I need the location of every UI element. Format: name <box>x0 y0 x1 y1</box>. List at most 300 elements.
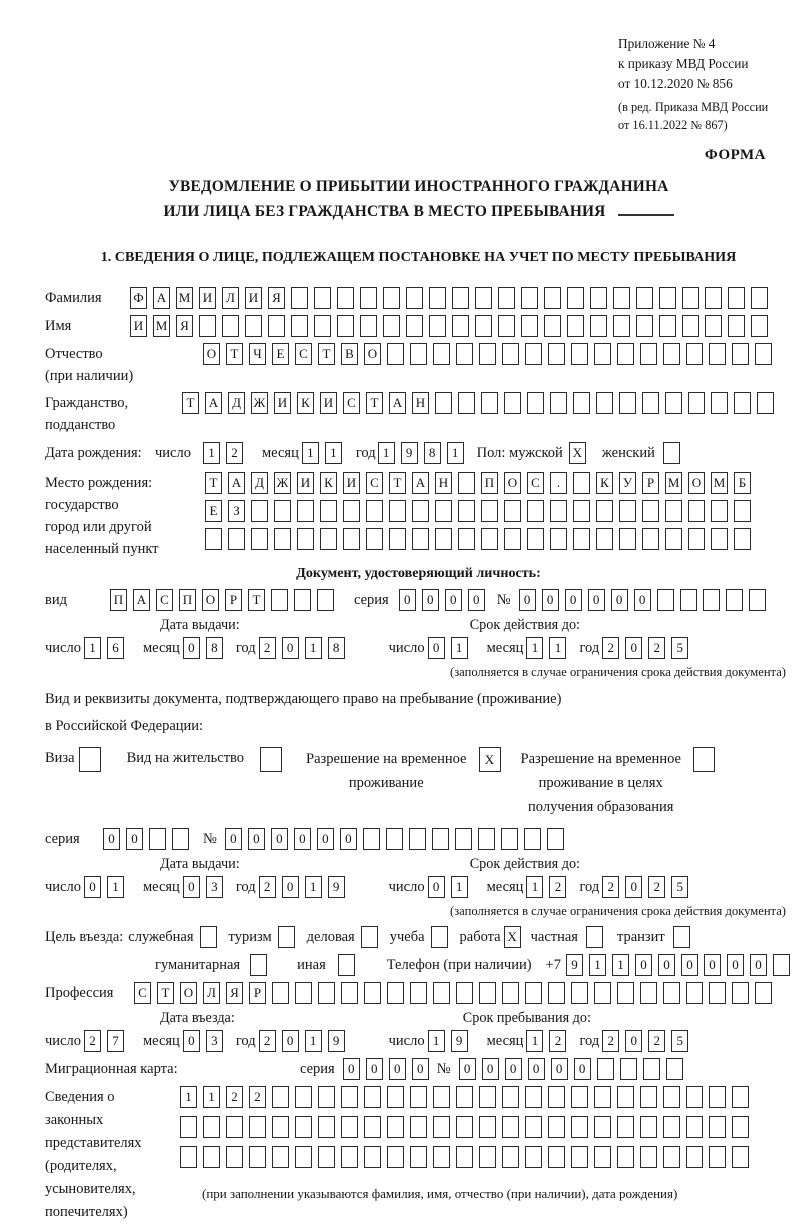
citizenship-cell[interactable] <box>711 392 728 414</box>
representatives-row1-cell[interactable] <box>640 1086 657 1108</box>
doc-issue-year-cell[interactable]: 8 <box>328 637 345 659</box>
stay-day-cell[interactable]: 9 <box>451 1030 468 1052</box>
birth-place-row2-cell[interactable] <box>642 500 659 522</box>
representatives-row2-cell[interactable] <box>479 1116 496 1138</box>
entry-month-cell[interactable]: 3 <box>206 1030 223 1052</box>
birth-place-row3-cell[interactable] <box>619 528 636 550</box>
res-number-cell[interactable]: 0 <box>294 828 311 850</box>
doc-series-cell[interactable]: 0 <box>422 589 439 611</box>
representatives-row3-cell[interactable] <box>594 1146 611 1168</box>
citizenship-cell[interactable] <box>550 392 567 414</box>
representatives-row1-cell[interactable] <box>364 1086 381 1108</box>
patronymic-cell[interactable] <box>571 343 588 365</box>
representatives-row3-cell[interactable] <box>180 1146 197 1168</box>
representatives-row2-cell[interactable] <box>709 1116 726 1138</box>
name-cell[interactable] <box>337 315 354 337</box>
surname-cell[interactable]: М <box>176 287 193 309</box>
stay-year-cell[interactable]: 0 <box>625 1030 642 1052</box>
profession-cell[interactable] <box>640 982 657 1004</box>
representatives-row2-cell[interactable] <box>249 1116 266 1138</box>
representatives-row2-cell[interactable] <box>456 1116 473 1138</box>
citizenship-cell[interactable] <box>527 392 544 414</box>
stay-day-cell[interactable]: 1 <box>428 1030 445 1052</box>
purpose-business-cell[interactable] <box>361 926 378 948</box>
doc-valid-day-cell[interactable]: 1 <box>451 637 468 659</box>
representatives-row1-cell[interactable] <box>318 1086 335 1108</box>
doc-series-cell[interactable]: 0 <box>399 589 416 611</box>
profession-cell[interactable] <box>456 982 473 1004</box>
birth-place-row2-cell[interactable] <box>711 500 728 522</box>
citizenship-cell[interactable] <box>642 392 659 414</box>
profession-cell[interactable] <box>709 982 726 1004</box>
doc-issue-day-cell[interactable]: 6 <box>107 637 124 659</box>
representatives-row1-cell[interactable] <box>686 1086 703 1108</box>
representatives-row3-cell[interactable] <box>732 1146 749 1168</box>
purpose-humanitarian-cell[interactable] <box>250 954 267 976</box>
name-cell[interactable]: Я <box>176 315 193 337</box>
birth-place-row3-cell[interactable] <box>297 528 314 550</box>
birth-year-cell[interactable]: 8 <box>424 442 441 464</box>
birth-place-row1-cell[interactable]: Н <box>435 472 452 494</box>
representatives-row1-cell[interactable] <box>709 1086 726 1108</box>
citizenship-cell[interactable] <box>619 392 636 414</box>
patronymic-cell[interactable] <box>594 343 611 365</box>
birth-place-row2-cell[interactable] <box>596 500 613 522</box>
doc-kind-cell[interactable]: С <box>156 589 173 611</box>
representatives-row3-cell[interactable] <box>663 1146 680 1168</box>
res-valid-year-cell[interactable]: 2 <box>648 876 665 898</box>
representatives-row3-cell[interactable] <box>525 1146 542 1168</box>
res-number-cell[interactable]: 0 <box>340 828 357 850</box>
birth-place-row2-cell[interactable] <box>435 500 452 522</box>
doc-issue-year-cell[interactable]: 2 <box>259 637 276 659</box>
representatives-row1-cell[interactable] <box>433 1086 450 1108</box>
name-cell[interactable] <box>705 315 722 337</box>
phone-cell[interactable] <box>773 954 790 976</box>
doc-issue-day-cell[interactable]: 1 <box>84 637 101 659</box>
mig-number-cell[interactable] <box>666 1058 683 1080</box>
representatives-row3-cell[interactable] <box>226 1146 243 1168</box>
birth-place-row1-cell[interactable]: М <box>711 472 728 494</box>
mig-number-cell[interactable]: 0 <box>459 1058 476 1080</box>
name-cell[interactable] <box>659 315 676 337</box>
representatives-row1-cell[interactable] <box>594 1086 611 1108</box>
birth-place-row1-cell[interactable] <box>573 472 590 494</box>
res-valid-year-cell[interactable]: 2 <box>602 876 619 898</box>
doc-number-cell[interactable] <box>726 589 743 611</box>
mig-series-cell[interactable]: 0 <box>343 1058 360 1080</box>
representatives-row1-cell[interactable] <box>571 1086 588 1108</box>
patronymic-cell[interactable] <box>755 343 772 365</box>
res-number-cell[interactable] <box>432 828 449 850</box>
res-series-cell[interactable]: 0 <box>126 828 143 850</box>
doc-series-cell[interactable]: 0 <box>468 589 485 611</box>
profession-cell[interactable] <box>387 982 404 1004</box>
birth-place-row3-cell[interactable] <box>596 528 613 550</box>
surname-cell[interactable]: Я <box>268 287 285 309</box>
residence-permit-cell[interactable] <box>260 747 282 772</box>
birth-day-cell[interactable]: 1 <box>203 442 220 464</box>
doc-kind-cell[interactable]: А <box>133 589 150 611</box>
res-number-cell[interactable] <box>386 828 403 850</box>
res-valid-year-cell[interactable]: 0 <box>625 876 642 898</box>
doc-valid-year-cell[interactable]: 5 <box>671 637 688 659</box>
birth-place-row3-cell[interactable] <box>688 528 705 550</box>
entry-day-cell[interactable]: 2 <box>84 1030 101 1052</box>
profession-cell[interactable] <box>732 982 749 1004</box>
birth-place-row3-cell[interactable] <box>205 528 222 550</box>
representatives-row3-cell[interactable] <box>387 1146 404 1168</box>
birth-place-row3-cell[interactable] <box>389 528 406 550</box>
res-number-cell[interactable] <box>524 828 541 850</box>
representatives-row1-cell[interactable]: 1 <box>180 1086 197 1108</box>
res-valid-month-cell[interactable]: 2 <box>549 876 566 898</box>
doc-valid-month-cell[interactable]: 1 <box>526 637 543 659</box>
res-issue-year-cell[interactable]: 1 <box>305 876 322 898</box>
surname-cell[interactable] <box>452 287 469 309</box>
phone-cell[interactable]: 1 <box>612 954 629 976</box>
representatives-row2-cell[interactable] <box>180 1116 197 1138</box>
citizenship-cell[interactable]: Т <box>182 392 199 414</box>
name-cell[interactable] <box>452 315 469 337</box>
profession-cell[interactable] <box>433 982 450 1004</box>
representatives-row3-cell[interactable] <box>341 1146 358 1168</box>
patronymic-cell[interactable]: Е <box>272 343 289 365</box>
birth-place-row3-cell[interactable] <box>343 528 360 550</box>
birth-place-row1-cell[interactable]: Р <box>642 472 659 494</box>
profession-cell[interactable] <box>410 982 427 1004</box>
profession-cell[interactable]: Т <box>157 982 174 1004</box>
profession-cell[interactable] <box>686 982 703 1004</box>
purpose-private-cell[interactable] <box>586 926 603 948</box>
birth-place-row2-cell[interactable] <box>297 500 314 522</box>
name-cell[interactable] <box>498 315 515 337</box>
birth-place-row2-cell[interactable] <box>366 500 383 522</box>
doc-kind-cell[interactable]: О <box>202 589 219 611</box>
entry-year-cell[interactable]: 2 <box>259 1030 276 1052</box>
name-cell[interactable] <box>429 315 446 337</box>
sex-female-cell[interactable] <box>663 442 680 464</box>
birth-place-row1-cell[interactable]: А <box>228 472 245 494</box>
res-number-cell[interactable] <box>363 828 380 850</box>
surname-cell[interactable] <box>521 287 538 309</box>
sex-male-cell[interactable]: X <box>569 442 586 464</box>
profession-cell[interactable] <box>617 982 634 1004</box>
profession-cell[interactable] <box>548 982 565 1004</box>
purpose-other-cell[interactable] <box>338 954 355 976</box>
representatives-row3-cell[interactable] <box>686 1146 703 1168</box>
representatives-row2-cell[interactable] <box>663 1116 680 1138</box>
name-cell[interactable] <box>475 315 492 337</box>
res-series-cell[interactable] <box>172 828 189 850</box>
birth-place-row3-cell[interactable] <box>458 528 475 550</box>
birth-year-cell[interactable]: 1 <box>378 442 395 464</box>
surname-cell[interactable] <box>613 287 630 309</box>
citizenship-cell[interactable] <box>435 392 452 414</box>
birth-place-row2-cell[interactable] <box>481 500 498 522</box>
res-issue-day-cell[interactable]: 0 <box>84 876 101 898</box>
representatives-row2-cell[interactable] <box>617 1116 634 1138</box>
patronymic-cell[interactable]: О <box>203 343 220 365</box>
birth-place-row3-cell[interactable] <box>274 528 291 550</box>
citizenship-cell[interactable]: А <box>389 392 406 414</box>
phone-cell[interactable]: 9 <box>566 954 583 976</box>
name-cell[interactable] <box>268 315 285 337</box>
name-cell[interactable] <box>613 315 630 337</box>
doc-number-cell[interactable]: 0 <box>565 589 582 611</box>
citizenship-cell[interactable]: Ж <box>251 392 268 414</box>
birth-place-row1-cell[interactable]: Т <box>389 472 406 494</box>
surname-cell[interactable] <box>751 287 768 309</box>
birth-place-row1-cell[interactable]: О <box>688 472 705 494</box>
birth-place-row3-cell[interactable] <box>665 528 682 550</box>
representatives-row1-cell[interactable]: 2 <box>249 1086 266 1108</box>
citizenship-cell[interactable] <box>458 392 475 414</box>
birth-place-row2-cell[interactable] <box>320 500 337 522</box>
phone-cell[interactable]: 0 <box>681 954 698 976</box>
representatives-row3-cell[interactable] <box>249 1146 266 1168</box>
birth-day-cell[interactable]: 2 <box>226 442 243 464</box>
res-issue-year-cell[interactable]: 9 <box>328 876 345 898</box>
mig-number-cell[interactable]: 0 <box>505 1058 522 1080</box>
surname-cell[interactable] <box>406 287 423 309</box>
name-cell[interactable]: И <box>130 315 147 337</box>
patronymic-cell[interactable]: В <box>341 343 358 365</box>
doc-number-cell[interactable] <box>749 589 766 611</box>
birth-month-cell[interactable]: 1 <box>302 442 319 464</box>
doc-number-cell[interactable]: 0 <box>634 589 651 611</box>
patronymic-cell[interactable] <box>456 343 473 365</box>
surname-cell[interactable] <box>705 287 722 309</box>
birth-place-row3-cell[interactable] <box>435 528 452 550</box>
mig-number-cell[interactable] <box>597 1058 614 1080</box>
representatives-row3-cell[interactable] <box>295 1146 312 1168</box>
citizenship-cell[interactable]: Т <box>366 392 383 414</box>
profession-cell[interactable]: Я <box>226 982 243 1004</box>
birth-place-row2-cell[interactable]: З <box>228 500 245 522</box>
birth-place-row2-cell[interactable] <box>412 500 429 522</box>
res-valid-day-cell[interactable]: 1 <box>451 876 468 898</box>
phone-cell[interactable]: 1 <box>589 954 606 976</box>
surname-cell[interactable]: И <box>245 287 262 309</box>
birth-place-row3-cell[interactable] <box>734 528 751 550</box>
res-number-cell[interactable]: 0 <box>225 828 242 850</box>
citizenship-cell[interactable]: А <box>205 392 222 414</box>
representatives-row1-cell[interactable] <box>548 1086 565 1108</box>
representatives-row1-cell[interactable] <box>456 1086 473 1108</box>
doc-number-cell[interactable] <box>703 589 720 611</box>
representatives-row2-cell[interactable] <box>410 1116 427 1138</box>
res-number-cell[interactable] <box>478 828 495 850</box>
representatives-row3-cell[interactable] <box>272 1146 289 1168</box>
profession-cell[interactable] <box>502 982 519 1004</box>
representatives-row2-cell[interactable] <box>387 1116 404 1138</box>
birth-place-row2-cell[interactable] <box>458 500 475 522</box>
doc-kind-cell[interactable] <box>294 589 311 611</box>
citizenship-cell[interactable] <box>573 392 590 414</box>
stay-year-cell[interactable]: 2 <box>648 1030 665 1052</box>
name-cell[interactable] <box>590 315 607 337</box>
name-cell[interactable]: М <box>153 315 170 337</box>
birth-place-row2-cell[interactable] <box>665 500 682 522</box>
birth-place-row2-cell[interactable] <box>504 500 521 522</box>
surname-cell[interactable] <box>360 287 377 309</box>
representatives-row3-cell[interactable] <box>410 1146 427 1168</box>
patronymic-cell[interactable] <box>479 343 496 365</box>
patronymic-cell[interactable]: Т <box>318 343 335 365</box>
profession-cell[interactable]: Л <box>203 982 220 1004</box>
temp-residence-cell[interactable]: X <box>479 747 501 772</box>
birth-place-row1-cell[interactable] <box>458 472 475 494</box>
patronymic-cell[interactable] <box>433 343 450 365</box>
profession-cell[interactable] <box>318 982 335 1004</box>
birth-place-row3-cell[interactable] <box>504 528 521 550</box>
birth-place-row1-cell[interactable]: С <box>527 472 544 494</box>
profession-cell[interactable] <box>479 982 496 1004</box>
representatives-row2-cell[interactable] <box>364 1116 381 1138</box>
surname-cell[interactable] <box>337 287 354 309</box>
purpose-official-cell[interactable] <box>200 926 217 948</box>
doc-number-cell[interactable] <box>657 589 674 611</box>
representatives-row3-cell[interactable] <box>433 1146 450 1168</box>
birth-place-row2-cell[interactable] <box>527 500 544 522</box>
birth-month-cell[interactable]: 1 <box>325 442 342 464</box>
res-number-cell[interactable] <box>409 828 426 850</box>
patronymic-cell[interactable]: С <box>295 343 312 365</box>
mig-number-cell[interactable]: 0 <box>574 1058 591 1080</box>
visa-cell[interactable] <box>79 747 101 772</box>
name-cell[interactable] <box>636 315 653 337</box>
doc-issue-year-cell[interactable]: 1 <box>305 637 322 659</box>
representatives-row2-cell[interactable] <box>686 1116 703 1138</box>
mig-number-cell[interactable] <box>643 1058 660 1080</box>
name-cell[interactable] <box>245 315 262 337</box>
representatives-row1-cell[interactable] <box>732 1086 749 1108</box>
surname-cell[interactable] <box>590 287 607 309</box>
surname-cell[interactable] <box>498 287 515 309</box>
res-number-cell[interactable] <box>547 828 564 850</box>
citizenship-cell[interactable] <box>481 392 498 414</box>
name-cell[interactable] <box>291 315 308 337</box>
surname-cell[interactable]: А <box>153 287 170 309</box>
doc-number-cell[interactable] <box>680 589 697 611</box>
surname-cell[interactable] <box>728 287 745 309</box>
phone-cell[interactable]: 0 <box>658 954 675 976</box>
representatives-row1-cell[interactable]: 1 <box>203 1086 220 1108</box>
birth-place-row2-cell[interactable] <box>619 500 636 522</box>
doc-valid-year-cell[interactable]: 0 <box>625 637 642 659</box>
doc-kind-cell[interactable]: П <box>179 589 196 611</box>
name-cell[interactable] <box>383 315 400 337</box>
birth-place-row1-cell[interactable]: И <box>343 472 360 494</box>
birth-place-row2-cell[interactable] <box>573 500 590 522</box>
mig-number-cell[interactable]: 0 <box>551 1058 568 1080</box>
phone-cell[interactable]: 0 <box>750 954 767 976</box>
representatives-row2-cell[interactable] <box>525 1116 542 1138</box>
res-issue-month-cell[interactable]: 0 <box>183 876 200 898</box>
citizenship-cell[interactable] <box>688 392 705 414</box>
citizenship-cell[interactable] <box>504 392 521 414</box>
res-valid-year-cell[interactable]: 5 <box>671 876 688 898</box>
birth-place-row1-cell[interactable]: . <box>550 472 567 494</box>
name-cell[interactable] <box>521 315 538 337</box>
name-cell[interactable] <box>682 315 699 337</box>
doc-valid-year-cell[interactable]: 2 <box>648 637 665 659</box>
surname-cell[interactable] <box>291 287 308 309</box>
doc-number-cell[interactable]: 0 <box>542 589 559 611</box>
birth-place-row1-cell[interactable]: К <box>596 472 613 494</box>
birth-place-row1-cell[interactable]: С <box>366 472 383 494</box>
patronymic-cell[interactable] <box>548 343 565 365</box>
mig-series-cell[interactable]: 0 <box>366 1058 383 1080</box>
birth-place-row1-cell[interactable]: О <box>504 472 521 494</box>
representatives-row2-cell[interactable] <box>203 1116 220 1138</box>
birth-place-row3-cell[interactable] <box>320 528 337 550</box>
birth-place-row1-cell[interactable]: Б <box>734 472 751 494</box>
representatives-row3-cell[interactable] <box>709 1146 726 1168</box>
res-series-cell[interactable] <box>149 828 166 850</box>
doc-kind-cell[interactable]: Т <box>248 589 265 611</box>
patronymic-cell[interactable]: О <box>364 343 381 365</box>
birth-year-cell[interactable]: 9 <box>401 442 418 464</box>
name-cell[interactable] <box>751 315 768 337</box>
doc-kind-cell[interactable]: Р <box>225 589 242 611</box>
mig-number-cell[interactable] <box>620 1058 637 1080</box>
doc-series-cell[interactable]: 0 <box>445 589 462 611</box>
doc-issue-month-cell[interactable]: 0 <box>183 637 200 659</box>
profession-cell[interactable] <box>341 982 358 1004</box>
entry-month-cell[interactable]: 0 <box>183 1030 200 1052</box>
res-valid-day-cell[interactable]: 0 <box>428 876 445 898</box>
representatives-row1-cell[interactable] <box>272 1086 289 1108</box>
name-cell[interactable] <box>199 315 216 337</box>
profession-cell[interactable] <box>571 982 588 1004</box>
name-cell[interactable] <box>222 315 239 337</box>
patronymic-cell[interactable] <box>640 343 657 365</box>
patronymic-cell[interactable] <box>663 343 680 365</box>
citizenship-cell[interactable]: И <box>274 392 291 414</box>
birth-place-row2-cell[interactable] <box>550 500 567 522</box>
res-issue-day-cell[interactable]: 1 <box>107 876 124 898</box>
res-number-cell[interactable]: 0 <box>317 828 334 850</box>
birth-place-row3-cell[interactable] <box>481 528 498 550</box>
representatives-row2-cell[interactable] <box>640 1116 657 1138</box>
patronymic-cell[interactable] <box>410 343 427 365</box>
patronymic-cell[interactable] <box>709 343 726 365</box>
surname-cell[interactable]: И <box>199 287 216 309</box>
citizenship-cell[interactable]: И <box>320 392 337 414</box>
profession-cell[interactable] <box>663 982 680 1004</box>
entry-year-cell[interactable]: 1 <box>305 1030 322 1052</box>
stay-month-cell[interactable]: 1 <box>526 1030 543 1052</box>
profession-cell[interactable]: Р <box>249 982 266 1004</box>
birth-place-row2-cell[interactable] <box>734 500 751 522</box>
representatives-row3-cell[interactable] <box>640 1146 657 1168</box>
phone-cell[interactable]: 0 <box>704 954 721 976</box>
representatives-row1-cell[interactable] <box>502 1086 519 1108</box>
representatives-row1-cell[interactable] <box>295 1086 312 1108</box>
name-cell[interactable] <box>314 315 331 337</box>
birth-place-row1-cell[interactable]: К <box>320 472 337 494</box>
phone-cell[interactable]: 0 <box>635 954 652 976</box>
representatives-row2-cell[interactable] <box>433 1116 450 1138</box>
res-issue-year-cell[interactable]: 2 <box>259 876 276 898</box>
mig-number-cell[interactable]: 0 <box>528 1058 545 1080</box>
birth-place-row2-cell[interactable] <box>688 500 705 522</box>
birth-place-row2-cell[interactable] <box>251 500 268 522</box>
surname-cell[interactable] <box>429 287 446 309</box>
patronymic-cell[interactable] <box>732 343 749 365</box>
